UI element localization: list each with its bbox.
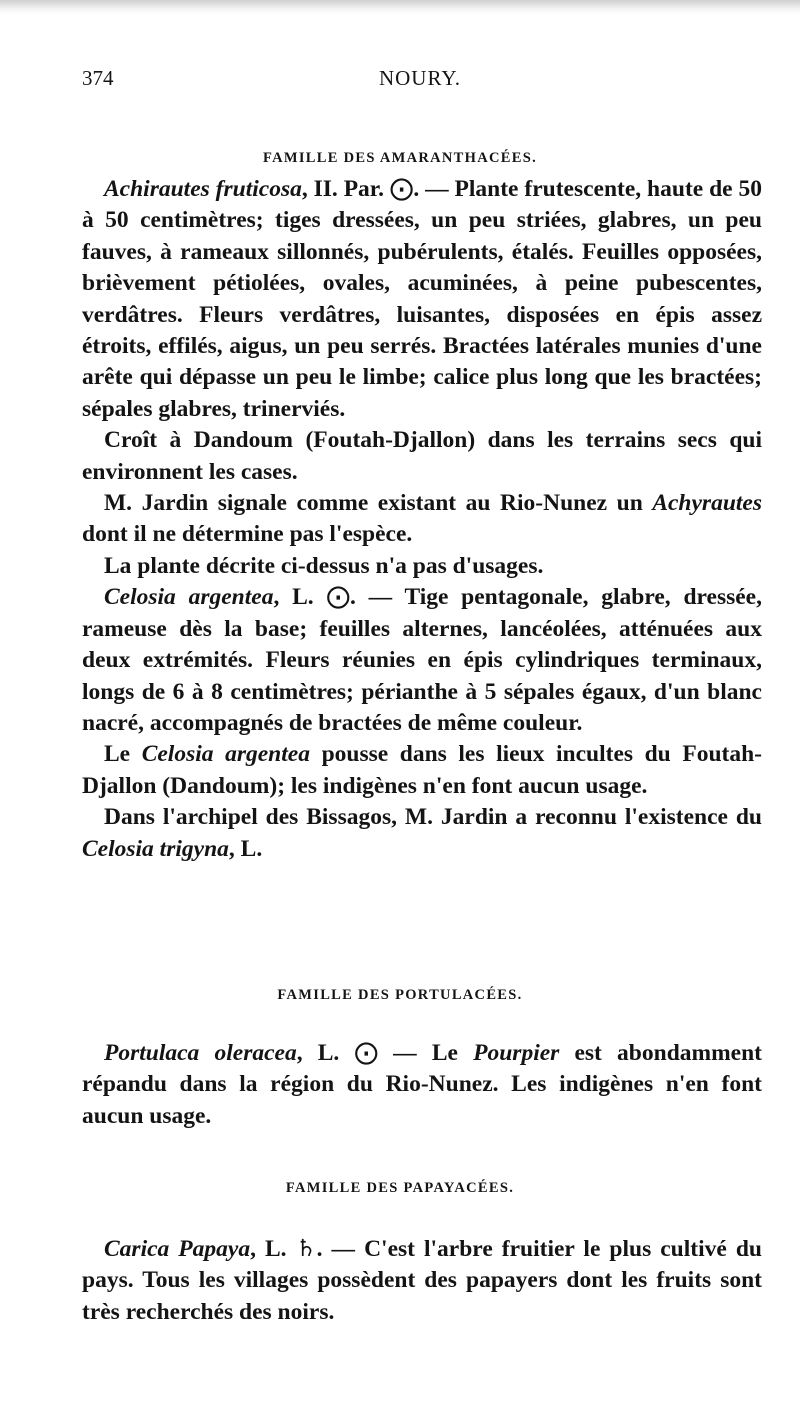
species-authority: , II. Par. <box>301 176 390 202</box>
text-run: Le <box>104 741 142 768</box>
section-body-papayacees <box>82 1234 762 1328</box>
running-head <box>82 66 758 96</box>
running-title: NOURY. <box>378 66 462 90</box>
text-run: pousse dans les lieux incultes du Foutah-Djallon (Dandoum); les indigènes n'en font aucun usage. <box>82 741 762 799</box>
genus-name: Achyrautes <box>652 490 762 517</box>
species-name: Achirautes fruticosa <box>104 176 302 202</box>
tree-symbol-icon: ♄ <box>295 1236 317 1262</box>
scan-edge-shadow <box>0 0 800 14</box>
section-body-portulacees <box>82 1038 762 1132</box>
species-description: . — C'est l'arbre fruitier le plus cultivé du pays. Tous les villages possèdent des papayers dont les fruits sont très recherchés des noirs. <box>82 1236 762 1325</box>
species-entry-portulaca <box>82 1038 762 1132</box>
section-heading-amaranthacees: FAMILLE DES AMARANTHACÉES. <box>262 150 538 166</box>
text-run: dont il ne détermine pas l'espèce. <box>82 521 413 548</box>
species-authority: , L. <box>250 1236 296 1262</box>
section-body-amaranthacees <box>82 174 762 865</box>
text-run: — Le <box>377 1040 474 1066</box>
species-description: . — Tige pentagonale, glabre, dressée, rameuse dès la base; feuilles alternes, lancéolées, atténuées aux deux extrémités. Fleurs réunies en épis cylindriques terminaux, longs de 6 à 8 centimètres; périanthe à 5 sépales égaux, d'un blanc nacré, accompagnés de bractées de même couleur. <box>82 584 762 736</box>
species-name: Celosia argentea <box>141 741 310 768</box>
species-name: Celosia argentea <box>104 584 274 611</box>
page-number: 374 <box>82 66 114 90</box>
species-authority: , L. <box>296 1040 355 1066</box>
paragraph-usage: La plante décrite ci-dessus n'a pas d'usages. <box>104 552 544 579</box>
species-description: . — Plante frutescente, haute de 50 à 50 centimètres; tiges dressées, un peu striées, glabres, un peu fauves, à rameaux sillonnés, pubérulents, étalés. Feuilles opposées, brièvement pétiolées, ovales, acuminées, à peine pubescentes, verdâtres. Fleurs verdâtres, luisantes, disposées en épis assez étroits, effilés, aigus, un peu serrés. Bractées latérales munies d'une arête qui dépasse un peu le limbe; calice plus long que les bractées; sépales glabres, trinerviés. <box>82 176 762 422</box>
species-name: Celosia trigyna <box>82 835 229 862</box>
species-entry-carica <box>82 1234 762 1328</box>
text-run: , L. <box>228 835 263 862</box>
annual-symbol-icon: ⨀ <box>354 1040 378 1066</box>
paragraph-celosia-habitat <box>82 739 762 802</box>
species-description: est abondamment répandu dans la région du Rio-Nunez. Les indigènes n'en font aucun usage. <box>82 1040 762 1129</box>
section-heading-portulacees: FAMILLE DES PORTULACÉES. <box>277 987 523 1003</box>
species-entry-achirautes <box>82 174 762 425</box>
species-entry-celosia <box>82 582 762 739</box>
text-run: Dans l'archipel des Bissagos, M. Jardin a reconnu l'existence du <box>104 804 762 831</box>
paragraph-jardin-note <box>82 488 762 551</box>
paragraph-habitat: Croît à Dandoum (Foutah-Djallon) dans les terrains secs qui environnent les cases. <box>82 427 762 485</box>
species-authority: , L. <box>273 584 327 611</box>
section-heading-papayacees: FAMILLE DES PAPAYACÉES. <box>285 1180 515 1196</box>
text-run: M. Jardin signale comme existant au Rio-Nunez un <box>104 490 653 517</box>
species-name: Carica Papaya <box>104 1236 251 1262</box>
annual-symbol-icon: ⨀ <box>389 176 414 202</box>
annual-symbol-icon: ⨀ <box>326 584 350 611</box>
common-name: Pourpier <box>473 1040 560 1066</box>
paragraph-bissagos <box>82 802 762 865</box>
species-name: Portulaca oleracea <box>104 1040 297 1066</box>
